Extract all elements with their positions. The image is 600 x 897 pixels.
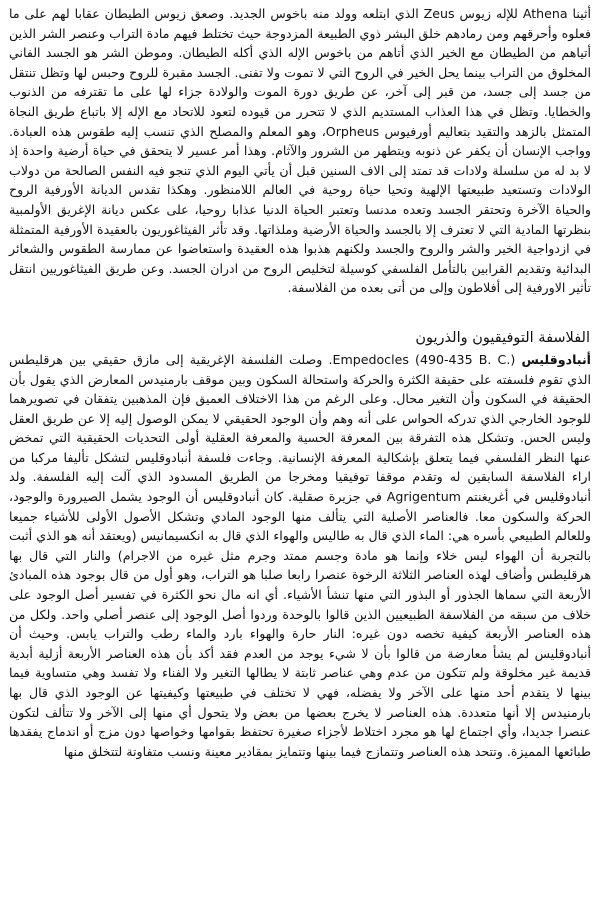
paragraph-empedocles — [9, 350, 591, 761]
paragraph-empedocles-text: Empedocles (490-435 B. C.). وصلت الفلسفة الإغريقية إلى مازق حقيقي بين هرقليطس الذي تقوم فلسفته على حقيقة الكثرة والحركة واستحالة السكون وبين موقف بارمنيدس المعارض الذي يقول بأن الحقيقة في السكون وأن التغير محال. وعلى الرغم من هذا الاختلاف العميق فإن المذهبين يتفقان في تصويرهما للوجود الخارجي الذي تدركه الحواس على أنه وهم وأن الوجود الحقيقي لا يمكن الوصول إليه إلا عن طريق العقل وليس الحس. وتشكل هذه التفرقة بين المعرفة الحسية والمعرفة العقلية أولى التحديات الحقيقية التي تمخض عنها النظر الفلسفي فيما يتعلق بإشكالية المعرفة الإنسانية. وجاءت فلسفة أنبادوقليس لتشكل تأليفا مركبا من اراء الفلاسفة السابقين له وتقدم موقفا توفيقيا ومخرجا من الطريق المسدود الذي آلت إليه الفلسفة. ولد أنبادوقليس في أغريغنتم Agrigentum في جزيرة صقلية. كان أنبادوقليس أن الوجود يشمل الصيرورة والوجود، الحركة والسكون معا. فالعناصر الأصلية التي يتألف منها الوجود المادي وتشكل الأصول الأولى للأشياء جميعا وللعالم الطبيعي بأسره هي: الماء الذي قال به طاليس والهواء الذي قال به انكسيمانيس (ويعتقد أنه هو الذي أثبت بالتجربة أن الهواء ليس خلاء وإنما هو مادة وجسم ممتد وجرم مثل غيره من الاجرام) والنار التي قال بها هرقليطس وأضاف لهذه العناصر الثلاثة الرخوة عنصرا رابعا صلبا هو التراب، وهو أول من قال بوجود هذه المبادئ الأربعة التي سماها الجذور أو البذور التي منها تنشأ الأشياء. أي انه مال نحو الكثرة في تفسير أصل الوجود على خلاف من سبقه من الفلاسفة الطبيعيين الذين قالوا بالوحدة وردوا أصل الوجود إلى عنصر أصلي واحد. ولكل من هذه العناصر الأربعة كيفية تخصه دون غيره: النار حارة والهواء بارد والماء رطب والتراب يابس. وحيث أن أنبادوقليس لم يشأ معارضة من قالوا بأن لا شيء يوجد من العدم فقد أكد بأن هذه العناصر الأربعة أزلية أبدية قديمة غير مخلوقة ولم تتكون من عدم وهي عناصر ثابتة لا يطالها التغير ولا الفناء ولا تفسد وهي متساوية فيما بينها لا يتقدم أحد منها على الآخر ولا يفضله، فهي لا تختلف في طبيعتها وكيفيتها عن الوجود الذي قال بها بارمنيدس إلا أنها متعددة. هذه العناصر لا يخرج بعضها من بعض ولا يتحول أي منها إلى الآخر ولا تتألف لتكون عنصرا جديدا، وأي اجتماع لها هو مجرد اختلاط لأجزاء صغيرة تحتفظ بقوامها وخواصها دون مزج أو اندماج يفقدها طبائعها المميزة. وتتحد هذه العناصر وتتمازج فيما بينها وتتمايز بمقادير معينة ونسب متفاوتة لتتخلق منها — [9, 351, 591, 759]
section-heading: الفلاسفة التوفيقيون والذريون — [415, 329, 590, 346]
section-spacer — [9, 298, 591, 329]
paragraph-orphism: أثينا Athena للإله زيوس Zeus الذي ابتلعه وولد منه باخوس الجديد. وصعق زيوس الطيطان عقابا لهم على ما فعلوه وأحرقهم ومن رمادهم خلق البشر ذوي الطبيعة المزدوجة حيث تختلط فيهم مادة التراب وعنصر الشر الذين أتياهم من الطيطان مع الخير الذي أتاهم من باخوس الإله الذي أكله الطيطان. وموطن الشر هو الجسد الفاني المخلوق من التراب بينما يحل الخير في الروح التي لا تموت ولا تفنى. الجسد مقبرة للروح وحبس لها وتظل تنتقل من جسد إلى جسد، من قبر إلى آخر، عن طريق دورة الموت والولادة جزاء لها على ما تقترفه من الذنوب والخطايا. وتظل في هذا العذاب المستديم الذي لا تتحرر من قيوده لتعود للاتحاد مع الإله إلا باتباع طريق النجاة المتمثل بالزهد والتقيد بتعاليم أورفيوس Orpheus، وهو المعلم والمصلح الذي تنسب إليه طقوس هذه العبادة. وواجب الإنسان أن يكفر عن ذنوبه ويتطهر من الشرور والآثام. وهذا أمر عسير لا يتحقق في حياة أرضية واحدة إذ لا بد له من سلسلة ولادات قد تمتد إلى الاف السنين قبل أن يأتي اليوم الذي تنجو فيه النفس الصالحة من دولاب الولادات وتستعيد طبيعتها الإلهية وتحيا حياة روحية في العالم اللامنظور. وهكذا تقدس الديانة الأورفية الروح والحياة الآخرة وتحتقر الجسد وتعده مدنسا وتعتبر الحياة الدنيا عذابا روحيا، على عكس ديانة الإغريق الأولمبية بنظرتها المادية التي لا تعترف إلا بالجسد والحياة الأرضية وملذاتها. وقد تأثر الفيثاغوريون بالعقيدة الأورفية المتمثلة في ازدواجية الخير والشر والروح والجسد ولكنهم هذبوا هذه العقيدة واستعاضوا عن ممارسة الطقوس والشعائر البدائية وتقديم القرابين بالتأمل الفلسفي كوسيلة لتخليص الروح من ادران الجسد. وعن طريق الفيثاغوريين انتقل تأثير الاورفية إلى أفلاطون وإلى من أتى بعده من الفلاسفة. — [9, 6, 592, 296]
lead-term: أنبادوقليس — [521, 351, 591, 367]
